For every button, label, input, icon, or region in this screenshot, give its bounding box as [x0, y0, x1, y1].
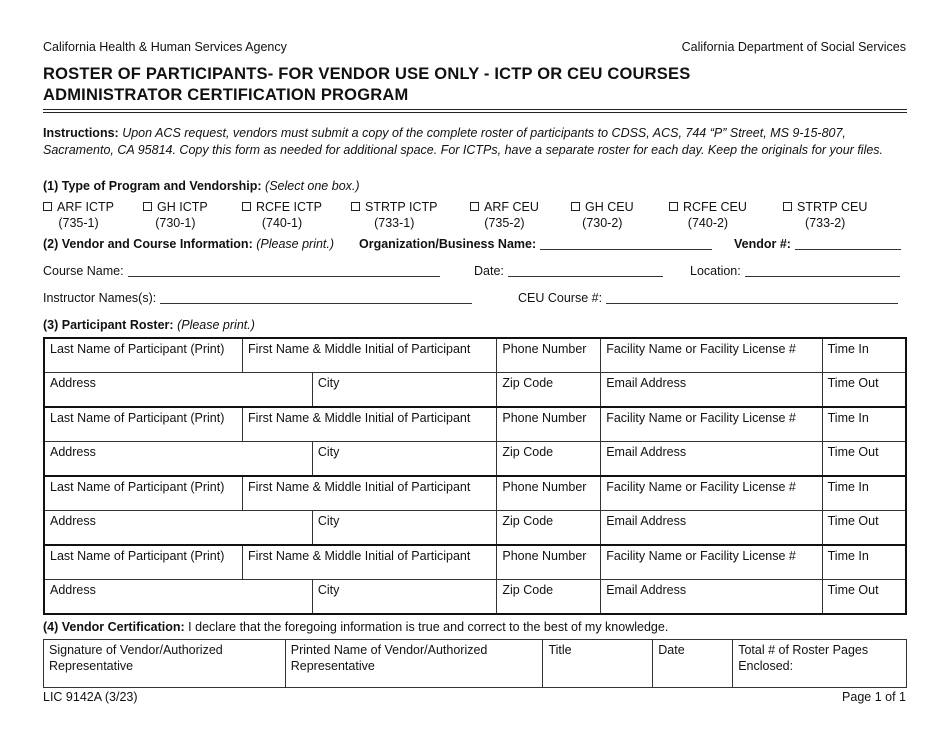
location-input[interactable] [745, 265, 900, 277]
last-name-cell[interactable]: Last Name of Participant (Print) [44, 476, 243, 511]
table-row [44, 407, 906, 442]
form-id: LIC 9142A (3/23) [43, 690, 138, 704]
city-cell[interactable]: City [312, 373, 497, 408]
org-name-input[interactable] [540, 238, 712, 250]
option-label: STRTP CEU [797, 200, 868, 214]
phone-cell[interactable]: Phone Number [497, 545, 601, 580]
org-name-label: Organization/Business Name: [359, 237, 537, 251]
address-cell[interactable]: Address [44, 580, 312, 615]
program-option-rcfe-ceu[interactable] [669, 199, 747, 231]
total-pages-cell[interactable]: Total # of Roster Pages Enclosed: [733, 640, 907, 688]
option-code: (730-1) [155, 216, 196, 230]
time-out-cell[interactable]: Time Out [822, 442, 906, 477]
option-code: (735-2) [484, 216, 525, 230]
form-title [43, 64, 690, 106]
email-cell[interactable]: Email Address [601, 580, 822, 615]
city-cell[interactable]: City [312, 442, 497, 477]
program-option-arf-ceu[interactable] [470, 199, 539, 231]
option-label: STRTP ICTP [365, 200, 438, 214]
section2-hint: (Please print.) [256, 237, 335, 251]
address-cell[interactable]: Address [44, 511, 312, 546]
city-cell[interactable]: City [312, 580, 497, 615]
time-out-cell[interactable]: Time Out [822, 580, 906, 615]
checkbox[interactable] [783, 202, 792, 211]
instructions [43, 125, 907, 158]
table-row [44, 476, 906, 511]
vendor-number-label: Vendor #: [734, 237, 791, 251]
form-title-line1: ROSTER OF PARTICIPANTS- FOR VENDOR USE ONLY - ICTP OR CEU COURSES [43, 65, 691, 83]
course-name-field [43, 264, 440, 278]
table-row [44, 442, 906, 477]
checkbox[interactable] [669, 202, 678, 211]
vendor-certification-table [43, 639, 907, 688]
program-option-rcfe-ictp[interactable] [242, 199, 322, 231]
option-code: (730-2) [582, 216, 623, 230]
participant-roster-table [43, 337, 907, 615]
option-code: (733-2) [805, 216, 846, 230]
facility-cell[interactable]: Facility Name or Facility License # [601, 338, 822, 373]
option-code: (740-2) [687, 216, 729, 230]
instructions-text: Upon ACS request, vendors must submit a copy of the complete roster of participants to CDSS, ACS, 744 “P” Street, MS 9-15-807, Sacramento, CA 95814. Copy this form as needed for additional space. For ICTPs, have a separate roster for each day. Keep the originals for your files. [43, 126, 884, 157]
section2-label: (2) Vendor and Course Information: [43, 237, 253, 251]
address-cell[interactable]: Address [44, 442, 312, 477]
section3-hint: (Please print.) [177, 318, 255, 332]
ceu-course-field [518, 291, 898, 305]
printed-name-cell[interactable]: Printed Name of Vendor/Authorized Representative [285, 640, 543, 688]
option-code: (735-1) [58, 216, 99, 230]
instructions-label: Instructions: [43, 126, 119, 140]
email-cell[interactable]: Email Address [601, 511, 822, 546]
ceu-course-label: CEU Course #: [518, 291, 603, 305]
instructor-label: Instructor Names(s): [43, 291, 157, 305]
table-row [44, 338, 906, 373]
section4-text: I declare that the foregoing information is true and correct to the best of my knowledge. [188, 620, 669, 634]
date-field [474, 264, 663, 278]
zip-cell[interactable]: Zip Code [497, 442, 601, 477]
date-label: Date: [474, 264, 504, 278]
form-title-line2: ADMINISTRATOR CERTIFICATION PROGRAM [43, 86, 409, 104]
option-label: GH ICTP [157, 200, 208, 214]
first-name-cell[interactable]: First Name & Middle Initial of Participant [243, 476, 497, 511]
department-name: California Department of Social Services [681, 40, 906, 54]
time-out-cell[interactable]: Time Out [822, 373, 906, 408]
agency-name: California Health & Human Services Agency [43, 40, 287, 54]
vendor-number-input[interactable] [795, 238, 901, 250]
option-label: ARF ICTP [57, 200, 114, 214]
table-row [44, 373, 906, 408]
date-input[interactable] [508, 265, 663, 277]
section1-hint: (Select one box.) [265, 179, 360, 193]
vendor-number-field [734, 237, 901, 251]
zip-cell[interactable]: Zip Code [497, 511, 601, 546]
city-cell[interactable]: City [312, 511, 497, 546]
checkbox[interactable] [351, 202, 360, 211]
time-in-cell[interactable]: Time In [822, 338, 906, 373]
first-name-cell[interactable]: First Name & Middle Initial of Participant [243, 407, 497, 442]
email-cell[interactable]: Email Address [601, 373, 822, 408]
section4-label: (4) Vendor Certification: [43, 620, 185, 634]
section1-label: (1) Type of Program and Vendorship: [43, 179, 262, 193]
checkbox[interactable] [470, 202, 479, 211]
time-in-cell[interactable]: Time In [822, 407, 906, 442]
course-name-label: Course Name: [43, 264, 124, 278]
page-number: Page 1 of 1 [842, 690, 906, 704]
facility-cell[interactable]: Facility Name or Facility License # [601, 476, 822, 511]
location-label: Location: [690, 264, 741, 278]
program-option-gh-ceu[interactable] [571, 199, 634, 231]
signature-cell[interactable]: Signature of Vendor/Authorized Representative [44, 640, 286, 688]
zip-cell[interactable]: Zip Code [497, 373, 601, 408]
program-option-gh-ictp[interactable] [143, 199, 208, 231]
date-cell[interactable]: Date [653, 640, 733, 688]
section3-heading [43, 318, 255, 332]
table-row [44, 640, 907, 688]
program-option-arf-ictp[interactable] [43, 199, 114, 231]
instructor-input[interactable] [160, 292, 472, 304]
address-cell[interactable]: Address [44, 373, 312, 408]
location-field [690, 264, 900, 278]
facility-cell[interactable]: Facility Name or Facility License # [601, 545, 822, 580]
instructor-field [43, 291, 472, 305]
course-name-input[interactable] [128, 265, 440, 277]
checkbox[interactable] [571, 202, 580, 211]
checkbox[interactable] [43, 202, 52, 211]
program-option-strtp-ictp[interactable] [351, 199, 437, 231]
table-row [44, 545, 906, 580]
last-name-cell[interactable]: Last Name of Participant (Print) [44, 407, 243, 442]
option-label: RCFE ICTP [256, 200, 322, 214]
option-label: GH CEU [585, 200, 634, 214]
option-code: (733-1) [374, 216, 415, 230]
first-name-cell[interactable]: First Name & Middle Initial of Participant [243, 338, 497, 373]
last-name-cell[interactable]: Last Name of Participant (Print) [44, 545, 243, 580]
phone-cell[interactable]: Phone Number [497, 407, 601, 442]
time-in-cell[interactable]: Time In [822, 476, 906, 511]
section4-heading [43, 620, 668, 634]
facility-cell[interactable]: Facility Name or Facility License # [601, 407, 822, 442]
email-cell[interactable]: Email Address [601, 442, 822, 477]
ceu-course-input[interactable] [606, 292, 898, 304]
section3-label: (3) Participant Roster: [43, 318, 174, 332]
checkbox[interactable] [242, 202, 251, 211]
checkbox[interactable] [143, 202, 152, 211]
phone-cell[interactable]: Phone Number [497, 476, 601, 511]
option-label: RCFE CEU [683, 200, 747, 214]
section2-heading [43, 237, 334, 251]
time-out-cell[interactable]: Time Out [822, 511, 906, 546]
title-divider [43, 109, 907, 113]
last-name-cell[interactable]: Last Name of Participant (Print) [44, 338, 243, 373]
option-code: (740-1) [261, 216, 303, 230]
time-in-cell[interactable]: Time In [822, 545, 906, 580]
section1-heading [43, 179, 360, 193]
org-name-field [359, 237, 712, 251]
option-label: ARF CEU [484, 200, 539, 214]
program-option-strtp-ceu[interactable] [783, 199, 867, 231]
phone-cell[interactable]: Phone Number [497, 338, 601, 373]
first-name-cell[interactable]: First Name & Middle Initial of Participant [243, 545, 497, 580]
table-row [44, 580, 906, 615]
title-cell[interactable]: Title [543, 640, 653, 688]
zip-cell[interactable]: Zip Code [497, 580, 601, 615]
table-row [44, 511, 906, 546]
